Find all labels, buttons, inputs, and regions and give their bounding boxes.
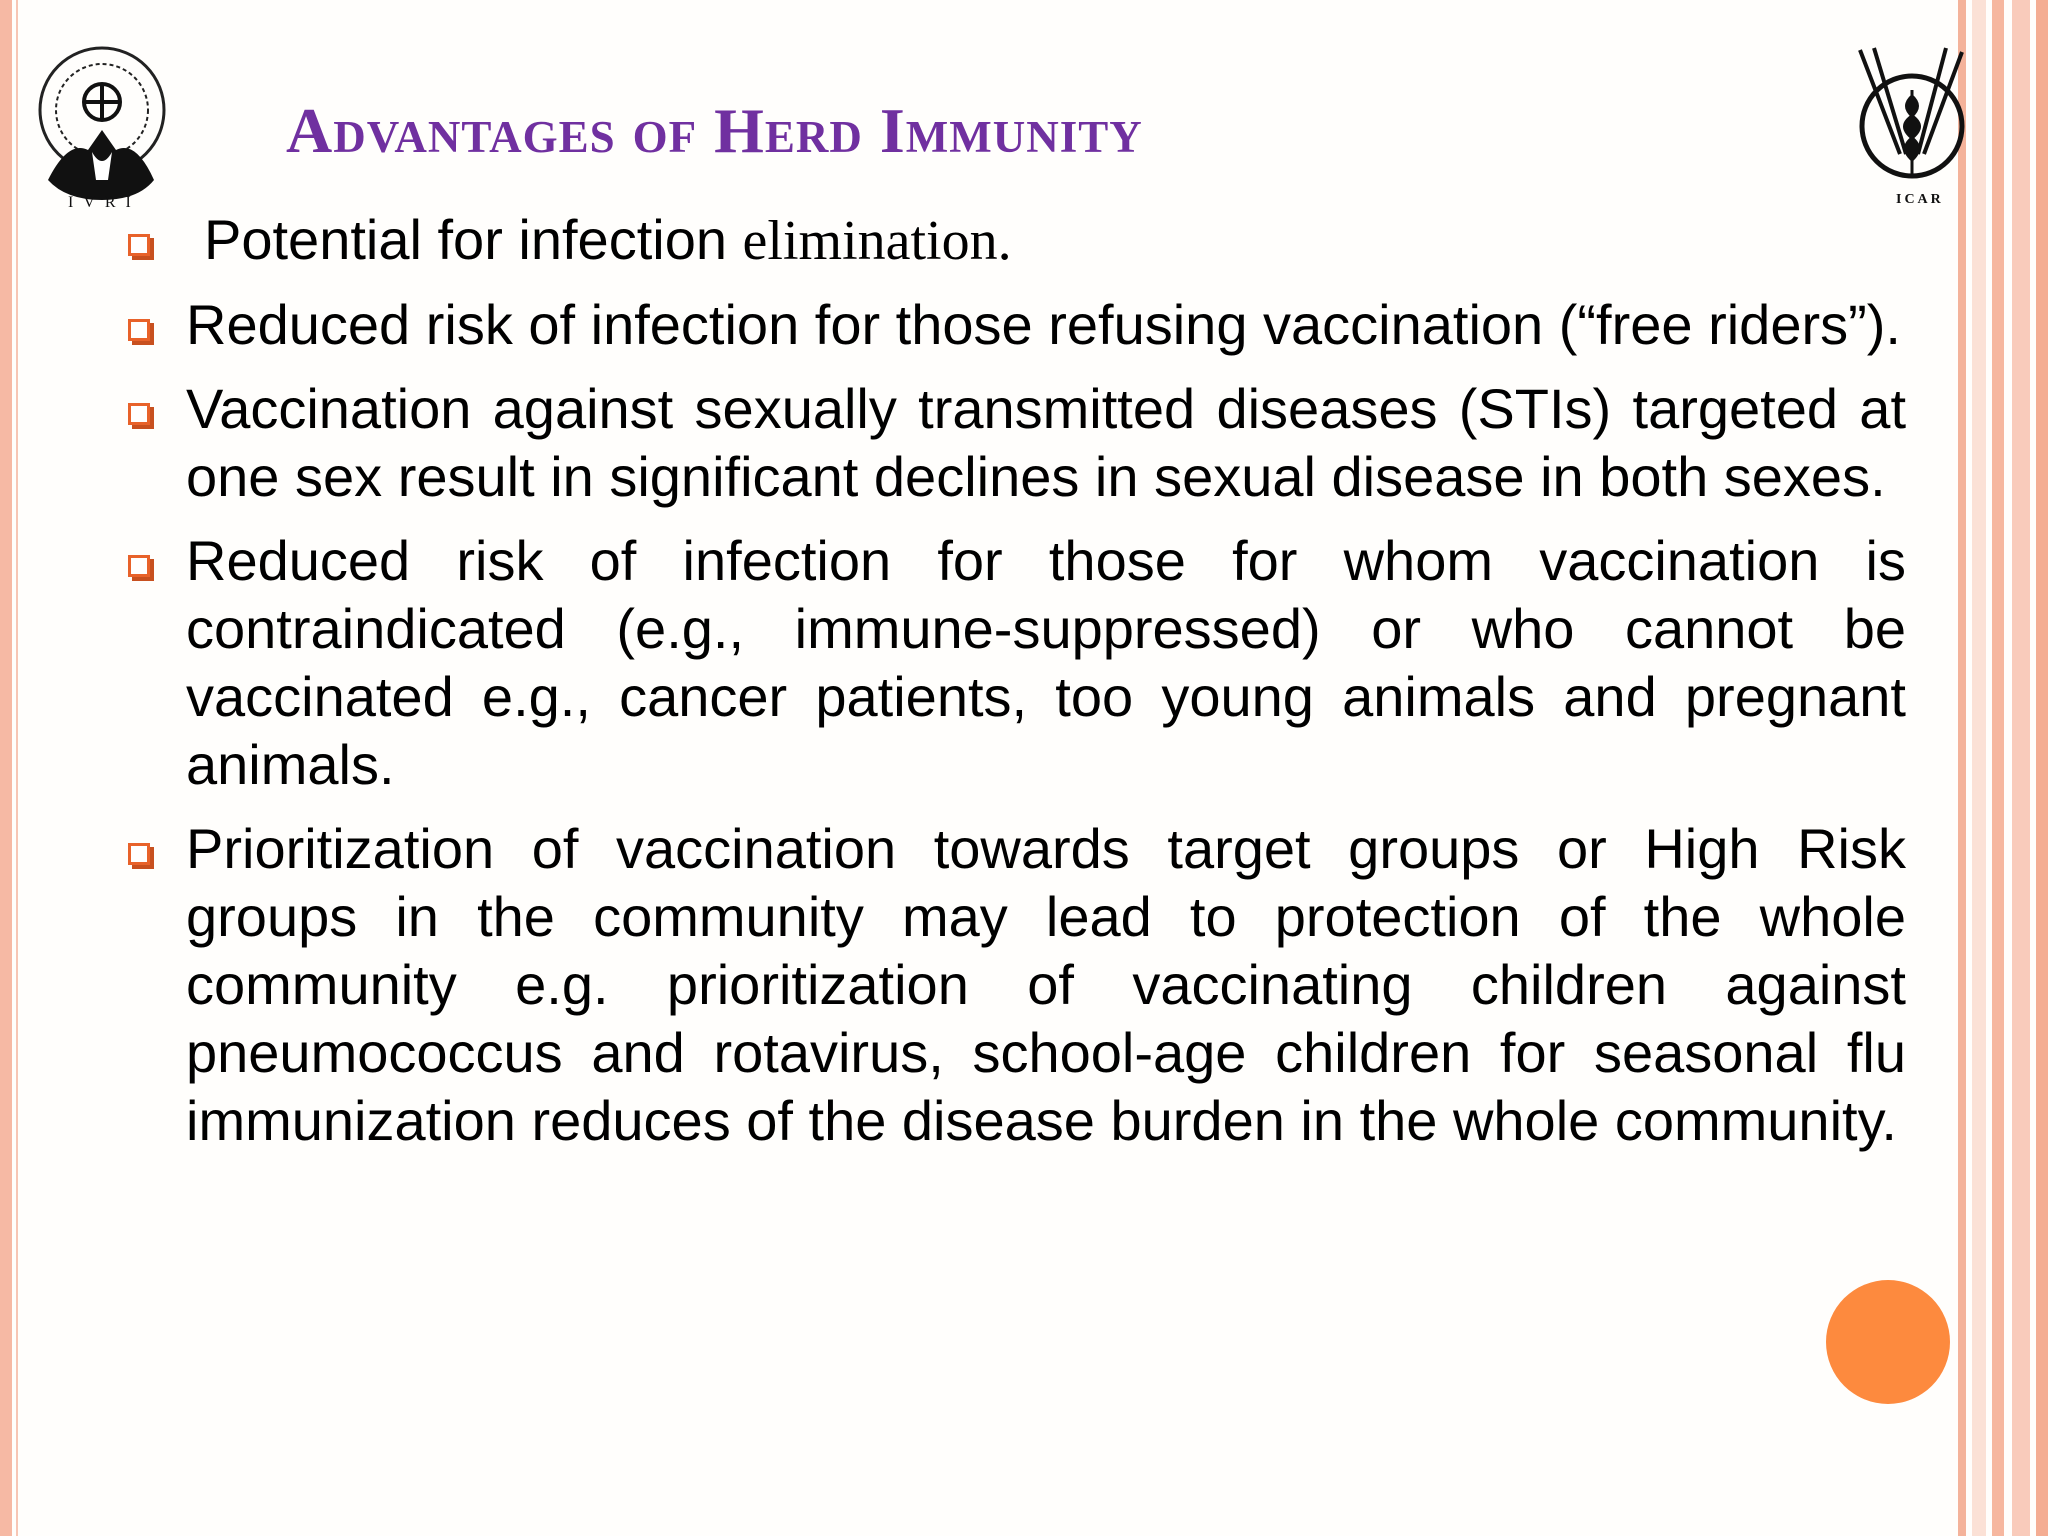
- square-bullet-icon: [128, 843, 150, 865]
- ivri-emblem-icon: [28, 30, 174, 216]
- square-bullet-icon: [128, 234, 150, 256]
- list-item: [120, 375, 1906, 511]
- square-bullet-icon: [128, 555, 150, 577]
- icar-wheat-icon: [1850, 44, 1970, 214]
- stripe: [1958, 0, 1966, 1536]
- item-text: Prioritization of vaccination towards target groups or High Risk groups in the community may lead to protection of the whole community e.g. prioritization of vaccinating children against pneumococcus and rotavirus, school-age children for seasonal flu immunization reduces of the disease burden in the whole community.: [186, 817, 1906, 1152]
- left-decorative-band: [0, 0, 12, 1536]
- icar-caption: ICAR: [1896, 192, 1944, 207]
- orange-circle-decoration: [1826, 1280, 1950, 1404]
- left-decorative-line: [16, 0, 18, 1536]
- list-item: [120, 291, 1906, 359]
- right-decorative-stripes: [1958, 0, 2048, 1536]
- bullet-list: [120, 206, 1906, 1171]
- square-bullet-icon: [128, 403, 150, 425]
- item-tail-text: elimination.: [742, 210, 1012, 272]
- item-text: Reduced risk of infection for those refusing vaccination (“free riders”).: [186, 293, 1901, 356]
- list-item: [120, 206, 1906, 275]
- item-text: Reduced risk of infection for those for whom vaccination is contraindicated (e.g., immune-suppressed) or who cannot be vaccinated e.g., cancer patients, too young animals and pregnant animals.: [186, 529, 1906, 796]
- stripe: [1972, 0, 1986, 1536]
- item-text: Vaccination against sexually transmitted diseases (STIs) targeted at one sex result in significant declines in sexual disease in both sexes.: [186, 377, 1906, 508]
- stripe: [2036, 0, 2048, 1536]
- slide-title: Advantages of Herd Immunity: [286, 95, 1143, 166]
- item-lead-text: Potential for infection: [204, 208, 743, 271]
- square-bullet-icon: [128, 319, 150, 341]
- list-item: [120, 815, 1906, 1155]
- list-item: [120, 527, 1906, 799]
- stripe: [1992, 0, 2004, 1536]
- ivri-caption: IVRI: [68, 194, 141, 211]
- stripe: [2012, 0, 2030, 1536]
